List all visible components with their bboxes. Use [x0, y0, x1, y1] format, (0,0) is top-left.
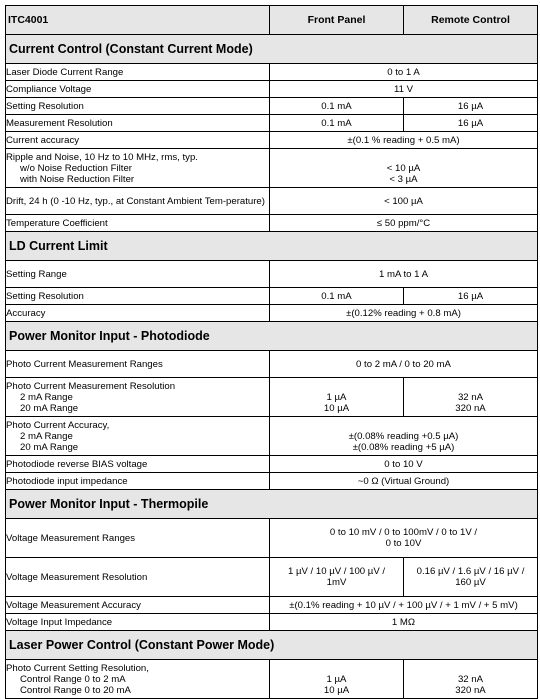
row-value: ≤ 50 ppm/°C [270, 215, 538, 232]
row-sublabel: Control Range 0 to 2 mA [20, 673, 126, 685]
table-row [6, 261, 538, 288]
table-header-row [6, 6, 538, 35]
table-row [6, 81, 538, 98]
remote-control-value: 16 µA [404, 98, 538, 115]
row-value: ±(0.1 % reading + 0.5 mA) [270, 132, 538, 149]
remote-control-value: 160 µV [455, 577, 486, 588]
row-sublabel: with Noise Reduction Filter [20, 173, 135, 185]
row-label: Compliance Voltage [6, 81, 270, 98]
remote-control-value: 320 nA [455, 684, 486, 696]
row-value-group [270, 149, 538, 188]
section-header-pm-thermopile [6, 490, 538, 519]
row-value-group [270, 519, 538, 558]
table-row [6, 215, 538, 232]
front-panel-value: 1mV [326, 577, 347, 588]
row-value: 1 mA to 1 A [270, 261, 538, 288]
row-sublabel: 2 mA Range [20, 430, 73, 442]
section-header-ld-current-limit [6, 232, 538, 261]
front-panel-value: 0.1 mA [270, 115, 404, 132]
remote-control-value-group [404, 660, 538, 699]
row-label: Voltage Measurement Resolution [6, 558, 270, 597]
row-value: 0 to 10 V [270, 456, 538, 473]
row-label: Photo Current Setting Resolution, [6, 662, 149, 674]
front-panel-value-group [270, 660, 404, 699]
row-value: 0 to 2 mA / 0 to 20 mA [270, 351, 538, 378]
front-panel-value: 10 µA [323, 402, 350, 414]
section-title: Current Control (Constant Current Mode) [6, 35, 538, 64]
table-row [6, 473, 538, 490]
row-value: 0 to 10 mV / 0 to 100mV / 0 to 1V / [329, 527, 478, 538]
row-value: < 3 µA [389, 173, 418, 185]
row-value-group [270, 417, 538, 456]
table-row [6, 614, 538, 631]
model-title: ITC4001 [6, 6, 270, 35]
section-header-pm-photodiode [6, 322, 538, 351]
remote-control-value: 16 µA [404, 288, 538, 305]
row-label-group [6, 660, 270, 699]
row-label: Ripple and Noise, 10 Hz to 10 MHz, rms, typ. [6, 151, 198, 163]
table-row [6, 115, 538, 132]
row-label: Drift, 24 h (0 -10 Hz, typ., at Constant Ambient Tem-perature) [6, 188, 270, 215]
table-row [6, 417, 538, 456]
row-label: Voltage Input Impedance [6, 614, 270, 631]
col-header-front-panel: Front Panel [270, 6, 404, 35]
row-value: ±(0.08% reading +5 µA) [352, 441, 455, 453]
section-title: Power Monitor Input - Photodiode [6, 322, 538, 351]
table-row [6, 64, 538, 81]
row-label: Temperature Coefficient [6, 215, 270, 232]
row-value: < 10 µA [386, 162, 421, 174]
front-panel-value: 1 µV / 10 µV / 100 µV / [287, 566, 386, 577]
row-value: 11 V [270, 81, 538, 98]
section-header-current-control [6, 35, 538, 64]
table-row [6, 288, 538, 305]
table-row [6, 351, 538, 378]
table-row [6, 188, 538, 215]
row-value: 0 to 1 A [270, 64, 538, 81]
remote-control-value-group [404, 558, 538, 597]
row-value: ~0 Ω (Virtual Ground) [270, 473, 538, 490]
row-label: Current accuracy [6, 132, 270, 149]
row-label: Voltage Measurement Ranges [6, 519, 270, 558]
table-row [6, 558, 538, 597]
row-label: Photo Current Accuracy, [6, 419, 110, 431]
row-sublabel: 20 mA Range [20, 402, 79, 414]
section-title: LD Current Limit [6, 232, 538, 261]
front-panel-value: 10 µA [323, 684, 350, 696]
front-panel-value: 1 µA [326, 673, 347, 685]
row-sublabel: 20 mA Range [20, 441, 79, 453]
table-row [6, 149, 538, 188]
table-row [6, 660, 538, 699]
table-row [6, 378, 538, 417]
section-title: Laser Power Control (Constant Power Mode) [6, 631, 538, 660]
row-label: Setting Resolution [6, 98, 270, 115]
table-row [6, 98, 538, 115]
row-value: ±(0.12% reading + 0.8 mA) [270, 305, 538, 322]
row-label-group [6, 149, 270, 188]
row-label-group [6, 417, 270, 456]
front-panel-value: 1 µA [326, 391, 347, 403]
front-panel-value-group [270, 558, 404, 597]
row-label: Voltage Measurement Accuracy [6, 597, 270, 614]
row-sublabel: 2 mA Range [20, 391, 73, 403]
row-label: Setting Resolution [6, 288, 270, 305]
row-sublabel: Control Range 0 to 20 mA [20, 684, 131, 696]
table-row [6, 519, 538, 558]
row-value: 0 to 10V [385, 538, 422, 549]
section-title: Power Monitor Input - Thermopile [6, 490, 538, 519]
table-row [6, 305, 538, 322]
table-row [6, 597, 538, 614]
row-label: Setting Range [6, 261, 270, 288]
remote-control-value: 16 µA [404, 115, 538, 132]
row-label: Accuracy [6, 305, 270, 322]
remote-control-value: 320 nA [455, 402, 486, 414]
table-row [6, 132, 538, 149]
row-value: ±(0.08% reading +0.5 µA) [348, 430, 459, 442]
row-sublabel: w/o Noise Reduction Filter [20, 162, 132, 174]
row-value: < 100 µA [270, 188, 538, 215]
row-label: Photo Current Measurement Ranges [6, 351, 270, 378]
spec-table [5, 5, 538, 699]
row-label: Measurement Resolution [6, 115, 270, 132]
row-value: ±(0.1% reading + 10 µV / + 100 µV / + 1 mV / + 5 mV) [270, 597, 538, 614]
row-value: 1 MΩ [270, 614, 538, 631]
remote-control-value: 32 nA [457, 673, 484, 685]
row-label-group [6, 378, 270, 417]
front-panel-value: 0.1 mA [270, 288, 404, 305]
table-row [6, 456, 538, 473]
section-header-laser-power-control [6, 631, 538, 660]
remote-control-value: 0.16 µV / 1.6 µV / 16 µV / [416, 566, 525, 577]
row-label: Photodiode reverse BIAS voltage [6, 456, 270, 473]
row-label: Photodiode input impedance [6, 473, 270, 490]
remote-control-value-group [404, 378, 538, 417]
remote-control-value: 32 nA [457, 391, 484, 403]
front-panel-value-group [270, 378, 404, 417]
front-panel-value: 0.1 mA [270, 98, 404, 115]
col-header-remote-control: Remote Control [404, 6, 538, 35]
row-label: Photo Current Measurement Resolution [6, 380, 176, 392]
row-label: Laser Diode Current Range [6, 64, 270, 81]
